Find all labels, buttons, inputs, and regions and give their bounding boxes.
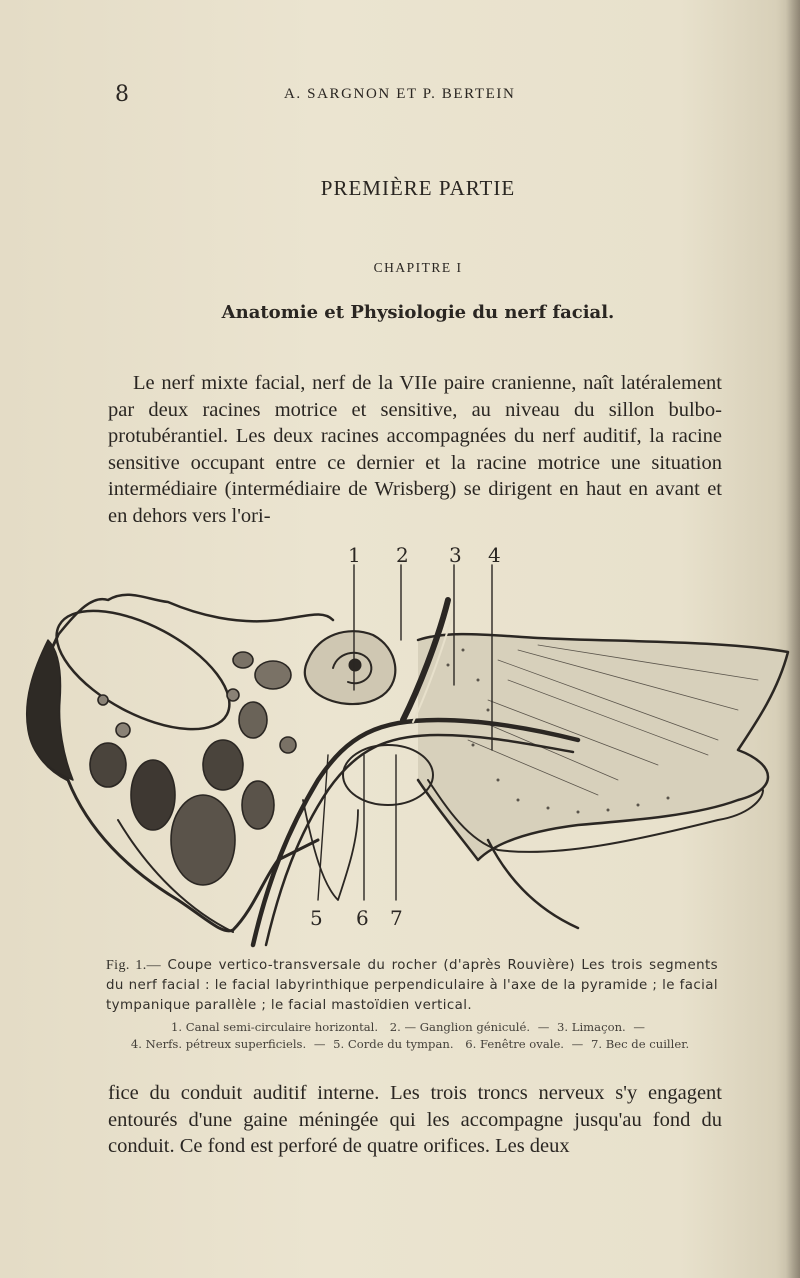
chorda-tympani — [488, 840, 578, 928]
figure-label-4: 4 — [488, 543, 501, 567]
mastoid-air-cells — [90, 652, 296, 885]
legend-item: 5. Corde du tympan. — [333, 1037, 454, 1051]
paragraph-1: Le nerf mixte facial, nerf de la VIIe paire cranienne, naît latéralement par deux racines motrice et sensitive, au niveau du sillon bulbo-protubérantiel. Les deux racines accompagnées du nerf auditif, la racine sensitive occupant entre ce dernier et la racine motrice une situation intermédiaire (intermédiaire de Wrisberg) se dirigent en haut en avant et en dehors vers l'ori- — [108, 372, 722, 527]
figure-caption-label: Fig. 1.— — [106, 958, 162, 973]
cochlea — [305, 631, 396, 704]
tympanic-membrane — [303, 800, 358, 900]
figure-caption-text: Coupe vertico-transversale du rocher (d'après Rouvière) Les trois segments du nerf facial : le facial labyrinthique perpendiculaire à l'axe de la pyramide ; le facial tympanique parallèle ; le facial mastoïdien vertical. — [106, 958, 718, 1013]
figure-label-6: 6 — [356, 906, 369, 930]
page-number: 8 — [115, 82, 129, 107]
figure-label-3: 3 — [449, 543, 462, 567]
figure-caption — [106, 956, 718, 1016]
page-header — [0, 82, 800, 112]
legend-item: 2. — Ganglion géniculé. — [389, 1020, 531, 1034]
chapter-title: Anatomie et Physiologie du nerf facial. — [221, 302, 615, 323]
chapter-label: CHAPITRE I — [373, 260, 463, 275]
legend-item: 4. Nerfs. pétreux superficiels. — [130, 1037, 307, 1051]
upper-outline — [58, 595, 333, 635]
semicircular-canal — [38, 587, 247, 754]
anatomical-figure — [18, 540, 800, 950]
part-title: PREMIÈRE PARTIE — [320, 176, 516, 200]
legend-item: 1. Canal semi-circulaire horizontal. — [170, 1020, 379, 1034]
running-head: A. SARGNON ET P. BERTEIN — [284, 86, 516, 102]
petrous-apex — [418, 634, 788, 860]
legend-item: 6. Fenêtre ovale. — [465, 1037, 564, 1051]
figure-label-1: 1 — [348, 543, 361, 567]
figure-label-7: 7 — [390, 906, 403, 930]
paragraph-2: fice du conduit auditif interne. Les trois troncs nerveux s'y engagent entourés d'une gaine méningée qui les accompagne jusqu'au fond du conduit. Ce fond est perforé de quatre orifices. Les deux — [108, 1082, 722, 1158]
legend-item: 7. Bec de cuiller. — [590, 1037, 690, 1051]
figure-label-5: 5 — [310, 906, 323, 930]
figure-label-2: 2 — [396, 543, 409, 567]
legend-item: 3. Limaçon. — [557, 1020, 626, 1034]
figure-legend: 1. Canal semi-circulaire horizontal. 2. — Ganglion géniculé. — 3. Limaçon. — 4. Nerfs. pétreux superficiels. — 5. Corde du tympan. 6. Fenêtre ovale. — 7. Bec de cuiller. — [130, 1020, 690, 1051]
